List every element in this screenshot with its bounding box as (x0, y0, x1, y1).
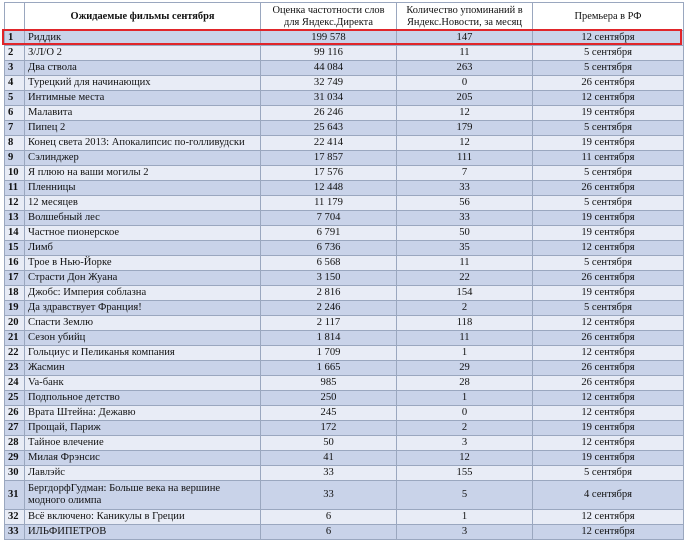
film-title: Джобс: Империя соблазна (25, 286, 261, 301)
film-title: Лавлэйс (25, 466, 261, 481)
film-title: Лимб (25, 241, 261, 256)
direct-frequency: 17 576 (261, 166, 397, 181)
premiere-date: 5 сентября (533, 256, 684, 271)
row-number: 2 (5, 46, 25, 61)
film-title: Сезон убийц (25, 331, 261, 346)
table-row (5, 436, 684, 451)
premiere-date: 12 сентября (533, 436, 684, 451)
header-yandex-news: Количество упоминаний в Яндекс.Новости, за месяц (397, 3, 533, 31)
news-mentions: 35 (397, 241, 533, 256)
premiere-date: 26 сентября (533, 376, 684, 391)
table-row (5, 466, 684, 481)
news-mentions: 205 (397, 91, 533, 106)
film-title: Пленницы (25, 181, 261, 196)
premiere-date: 5 сентября (533, 46, 684, 61)
film-title: Малавита (25, 106, 261, 121)
direct-frequency: 6 736 (261, 241, 397, 256)
table-row (5, 151, 684, 166)
table-row (5, 211, 684, 226)
row-number: 14 (5, 226, 25, 241)
film-title: Сэлинджер (25, 151, 261, 166)
table-row (5, 181, 684, 196)
film-title: Да здравствует Франция! (25, 301, 261, 316)
table-row (5, 76, 684, 91)
table-row (5, 361, 684, 376)
table-row (5, 31, 684, 46)
table-row (5, 106, 684, 121)
direct-frequency: 6 (261, 525, 397, 540)
premiere-date: 5 сентября (533, 61, 684, 76)
direct-frequency: 245 (261, 406, 397, 421)
news-mentions: 5 (397, 481, 533, 510)
news-mentions: 111 (397, 151, 533, 166)
premiere-date: 19 сентября (533, 226, 684, 241)
table-row (5, 301, 684, 316)
premiere-date: 26 сентября (533, 181, 684, 196)
direct-frequency: 44 084 (261, 61, 397, 76)
direct-frequency: 99 116 (261, 46, 397, 61)
table-row (5, 331, 684, 346)
direct-frequency: 31 034 (261, 91, 397, 106)
row-number: 31 (5, 481, 25, 510)
table-row (5, 121, 684, 136)
table-row (5, 481, 684, 510)
premiere-date: 5 сентября (533, 166, 684, 181)
row-number: 4 (5, 76, 25, 91)
premiere-date: 5 сентября (533, 301, 684, 316)
row-number: 8 (5, 136, 25, 151)
premiere-date: 26 сентября (533, 271, 684, 286)
news-mentions: 154 (397, 286, 533, 301)
film-title: Риддик (25, 31, 261, 46)
premiere-date: 19 сентября (533, 286, 684, 301)
film-title: Интимные места (25, 91, 261, 106)
header-num (5, 3, 25, 31)
row-number: 6 (5, 106, 25, 121)
row-number: 1 (5, 31, 25, 46)
film-title: Va-банк (25, 376, 261, 391)
film-title: Тайное влечение (25, 436, 261, 451)
row-number: 15 (5, 241, 25, 256)
table-row (5, 406, 684, 421)
news-mentions: 0 (397, 76, 533, 91)
news-mentions: 1 (397, 391, 533, 406)
news-mentions: 11 (397, 256, 533, 271)
table-row (5, 286, 684, 301)
row-number: 33 (5, 525, 25, 540)
row-number: 26 (5, 406, 25, 421)
news-mentions: 11 (397, 331, 533, 346)
direct-frequency: 250 (261, 391, 397, 406)
premiere-date: 4 сентября (533, 481, 684, 510)
news-mentions: 28 (397, 376, 533, 391)
table-row (5, 376, 684, 391)
premiere-date: 12 сентября (533, 525, 684, 540)
premiere-date: 12 сентября (533, 406, 684, 421)
direct-frequency: 6 568 (261, 256, 397, 271)
header-film: Ожидаемые фильмы сентября (25, 3, 261, 31)
table-row (5, 256, 684, 271)
news-mentions: 179 (397, 121, 533, 136)
news-mentions: 12 (397, 451, 533, 466)
table-row (5, 136, 684, 151)
row-number: 13 (5, 211, 25, 226)
table-row (5, 525, 684, 540)
row-number: 12 (5, 196, 25, 211)
row-number: 22 (5, 346, 25, 361)
news-mentions: 155 (397, 466, 533, 481)
films-table (4, 2, 684, 540)
header-yandex-direct: Оценка частотности слов для Яндекс.Директа (261, 3, 397, 31)
premiere-date: 5 сентября (533, 121, 684, 136)
news-mentions: 1 (397, 346, 533, 361)
news-mentions: 118 (397, 316, 533, 331)
premiere-date: 11 сентября (533, 151, 684, 166)
film-title: Я плюю на ваши могилы 2 (25, 166, 261, 181)
film-title: Подпольное детство (25, 391, 261, 406)
row-number: 17 (5, 271, 25, 286)
direct-frequency: 41 (261, 451, 397, 466)
direct-frequency: 33 (261, 466, 397, 481)
news-mentions: 12 (397, 106, 533, 121)
table-row (5, 166, 684, 181)
news-mentions: 7 (397, 166, 533, 181)
table-row (5, 196, 684, 211)
direct-frequency: 1 814 (261, 331, 397, 346)
film-title: Частное пионерское (25, 226, 261, 241)
news-mentions: 12 (397, 136, 533, 151)
news-mentions: 50 (397, 226, 533, 241)
row-number: 21 (5, 331, 25, 346)
table-header-row (5, 3, 684, 31)
news-mentions: 56 (397, 196, 533, 211)
news-mentions: 33 (397, 211, 533, 226)
film-title: Конец света 2013: Апокалипсис по-голливудски (25, 136, 261, 151)
table-row (5, 391, 684, 406)
table-row (5, 61, 684, 76)
premiere-date: 19 сентября (533, 421, 684, 436)
film-title: Два ствола (25, 61, 261, 76)
table-row (5, 46, 684, 61)
row-number: 30 (5, 466, 25, 481)
premiere-date: 19 сентября (533, 136, 684, 151)
direct-frequency: 22 414 (261, 136, 397, 151)
row-number: 27 (5, 421, 25, 436)
direct-frequency: 172 (261, 421, 397, 436)
premiere-date: 26 сентября (533, 361, 684, 376)
premiere-date: 12 сентября (533, 316, 684, 331)
news-mentions: 147 (397, 31, 533, 46)
premiere-date: 19 сентября (533, 451, 684, 466)
direct-frequency: 1 709 (261, 346, 397, 361)
table-row (5, 510, 684, 525)
row-number: 9 (5, 151, 25, 166)
news-mentions: 29 (397, 361, 533, 376)
direct-frequency: 2 117 (261, 316, 397, 331)
premiere-date: 19 сентября (533, 106, 684, 121)
row-number: 20 (5, 316, 25, 331)
row-number: 28 (5, 436, 25, 451)
news-mentions: 2 (397, 421, 533, 436)
table-row (5, 241, 684, 256)
row-number: 18 (5, 286, 25, 301)
news-mentions: 3 (397, 525, 533, 540)
premiere-date: 12 сентября (533, 31, 684, 46)
premiere-date: 19 сентября (533, 211, 684, 226)
premiere-date: 26 сентября (533, 331, 684, 346)
film-title: 12 месяцев (25, 196, 261, 211)
premiere-date: 12 сентября (533, 391, 684, 406)
film-title: Прощай, Париж (25, 421, 261, 436)
news-mentions: 1 (397, 510, 533, 525)
direct-frequency: 2 816 (261, 286, 397, 301)
table-row (5, 421, 684, 436)
direct-frequency: 17 857 (261, 151, 397, 166)
row-number: 25 (5, 391, 25, 406)
row-number: 32 (5, 510, 25, 525)
film-title: БергдорфГудман: Больше века на вершине модного олимпа (25, 481, 261, 510)
news-mentions: 0 (397, 406, 533, 421)
direct-frequency: 33 (261, 481, 397, 510)
premiere-date: 12 сентября (533, 91, 684, 106)
direct-frequency: 12 448 (261, 181, 397, 196)
direct-frequency: 50 (261, 436, 397, 451)
table-row (5, 316, 684, 331)
row-number: 10 (5, 166, 25, 181)
premiere-date: 12 сентября (533, 346, 684, 361)
film-title: Всё включено: Каникулы в Греции (25, 510, 261, 525)
direct-frequency: 32 749 (261, 76, 397, 91)
table-row (5, 271, 684, 286)
direct-frequency: 11 179 (261, 196, 397, 211)
film-title: Милая Фрэнсис (25, 451, 261, 466)
film-title: Страсти Дон Жуана (25, 271, 261, 286)
premiere-date: 12 сентября (533, 241, 684, 256)
direct-frequency: 6 (261, 510, 397, 525)
premiere-date: 5 сентября (533, 466, 684, 481)
premiere-date: 12 сентября (533, 510, 684, 525)
row-number: 11 (5, 181, 25, 196)
film-title: ИЛЬФИПЕТРОВ (25, 525, 261, 540)
film-title: Жасмин (25, 361, 261, 376)
table-body (5, 31, 684, 540)
news-mentions: 263 (397, 61, 533, 76)
row-number: 19 (5, 301, 25, 316)
row-number: 16 (5, 256, 25, 271)
news-mentions: 11 (397, 46, 533, 61)
direct-frequency: 6 791 (261, 226, 397, 241)
film-title: Волшебный лес (25, 211, 261, 226)
premiere-date: 5 сентября (533, 196, 684, 211)
premiere-date: 26 сентября (533, 76, 684, 91)
film-title: Турецкий для начинающих (25, 76, 261, 91)
direct-frequency: 985 (261, 376, 397, 391)
news-mentions: 3 (397, 436, 533, 451)
news-mentions: 22 (397, 271, 533, 286)
header-premiere: Премьера в РФ (533, 3, 684, 31)
film-title: З/Л/О 2 (25, 46, 261, 61)
table-row (5, 226, 684, 241)
table-row (5, 346, 684, 361)
news-mentions: 2 (397, 301, 533, 316)
direct-frequency: 25 643 (261, 121, 397, 136)
film-title: Врата Штейна: Дежавю (25, 406, 261, 421)
row-number: 23 (5, 361, 25, 376)
direct-frequency: 3 150 (261, 271, 397, 286)
row-number: 3 (5, 61, 25, 76)
row-number: 5 (5, 91, 25, 106)
direct-frequency: 7 704 (261, 211, 397, 226)
film-title: Гольциус и Пеликанья компания (25, 346, 261, 361)
film-title: Пипец 2 (25, 121, 261, 136)
film-title: Спасти Землю (25, 316, 261, 331)
table-row (5, 91, 684, 106)
row-number: 7 (5, 121, 25, 136)
news-mentions: 33 (397, 181, 533, 196)
direct-frequency: 199 578 (261, 31, 397, 46)
direct-frequency: 2 246 (261, 301, 397, 316)
row-number: 24 (5, 376, 25, 391)
direct-frequency: 26 246 (261, 106, 397, 121)
direct-frequency: 1 665 (261, 361, 397, 376)
film-title: Трое в Нью-Йорке (25, 256, 261, 271)
row-number: 29 (5, 451, 25, 466)
table-row (5, 451, 684, 466)
